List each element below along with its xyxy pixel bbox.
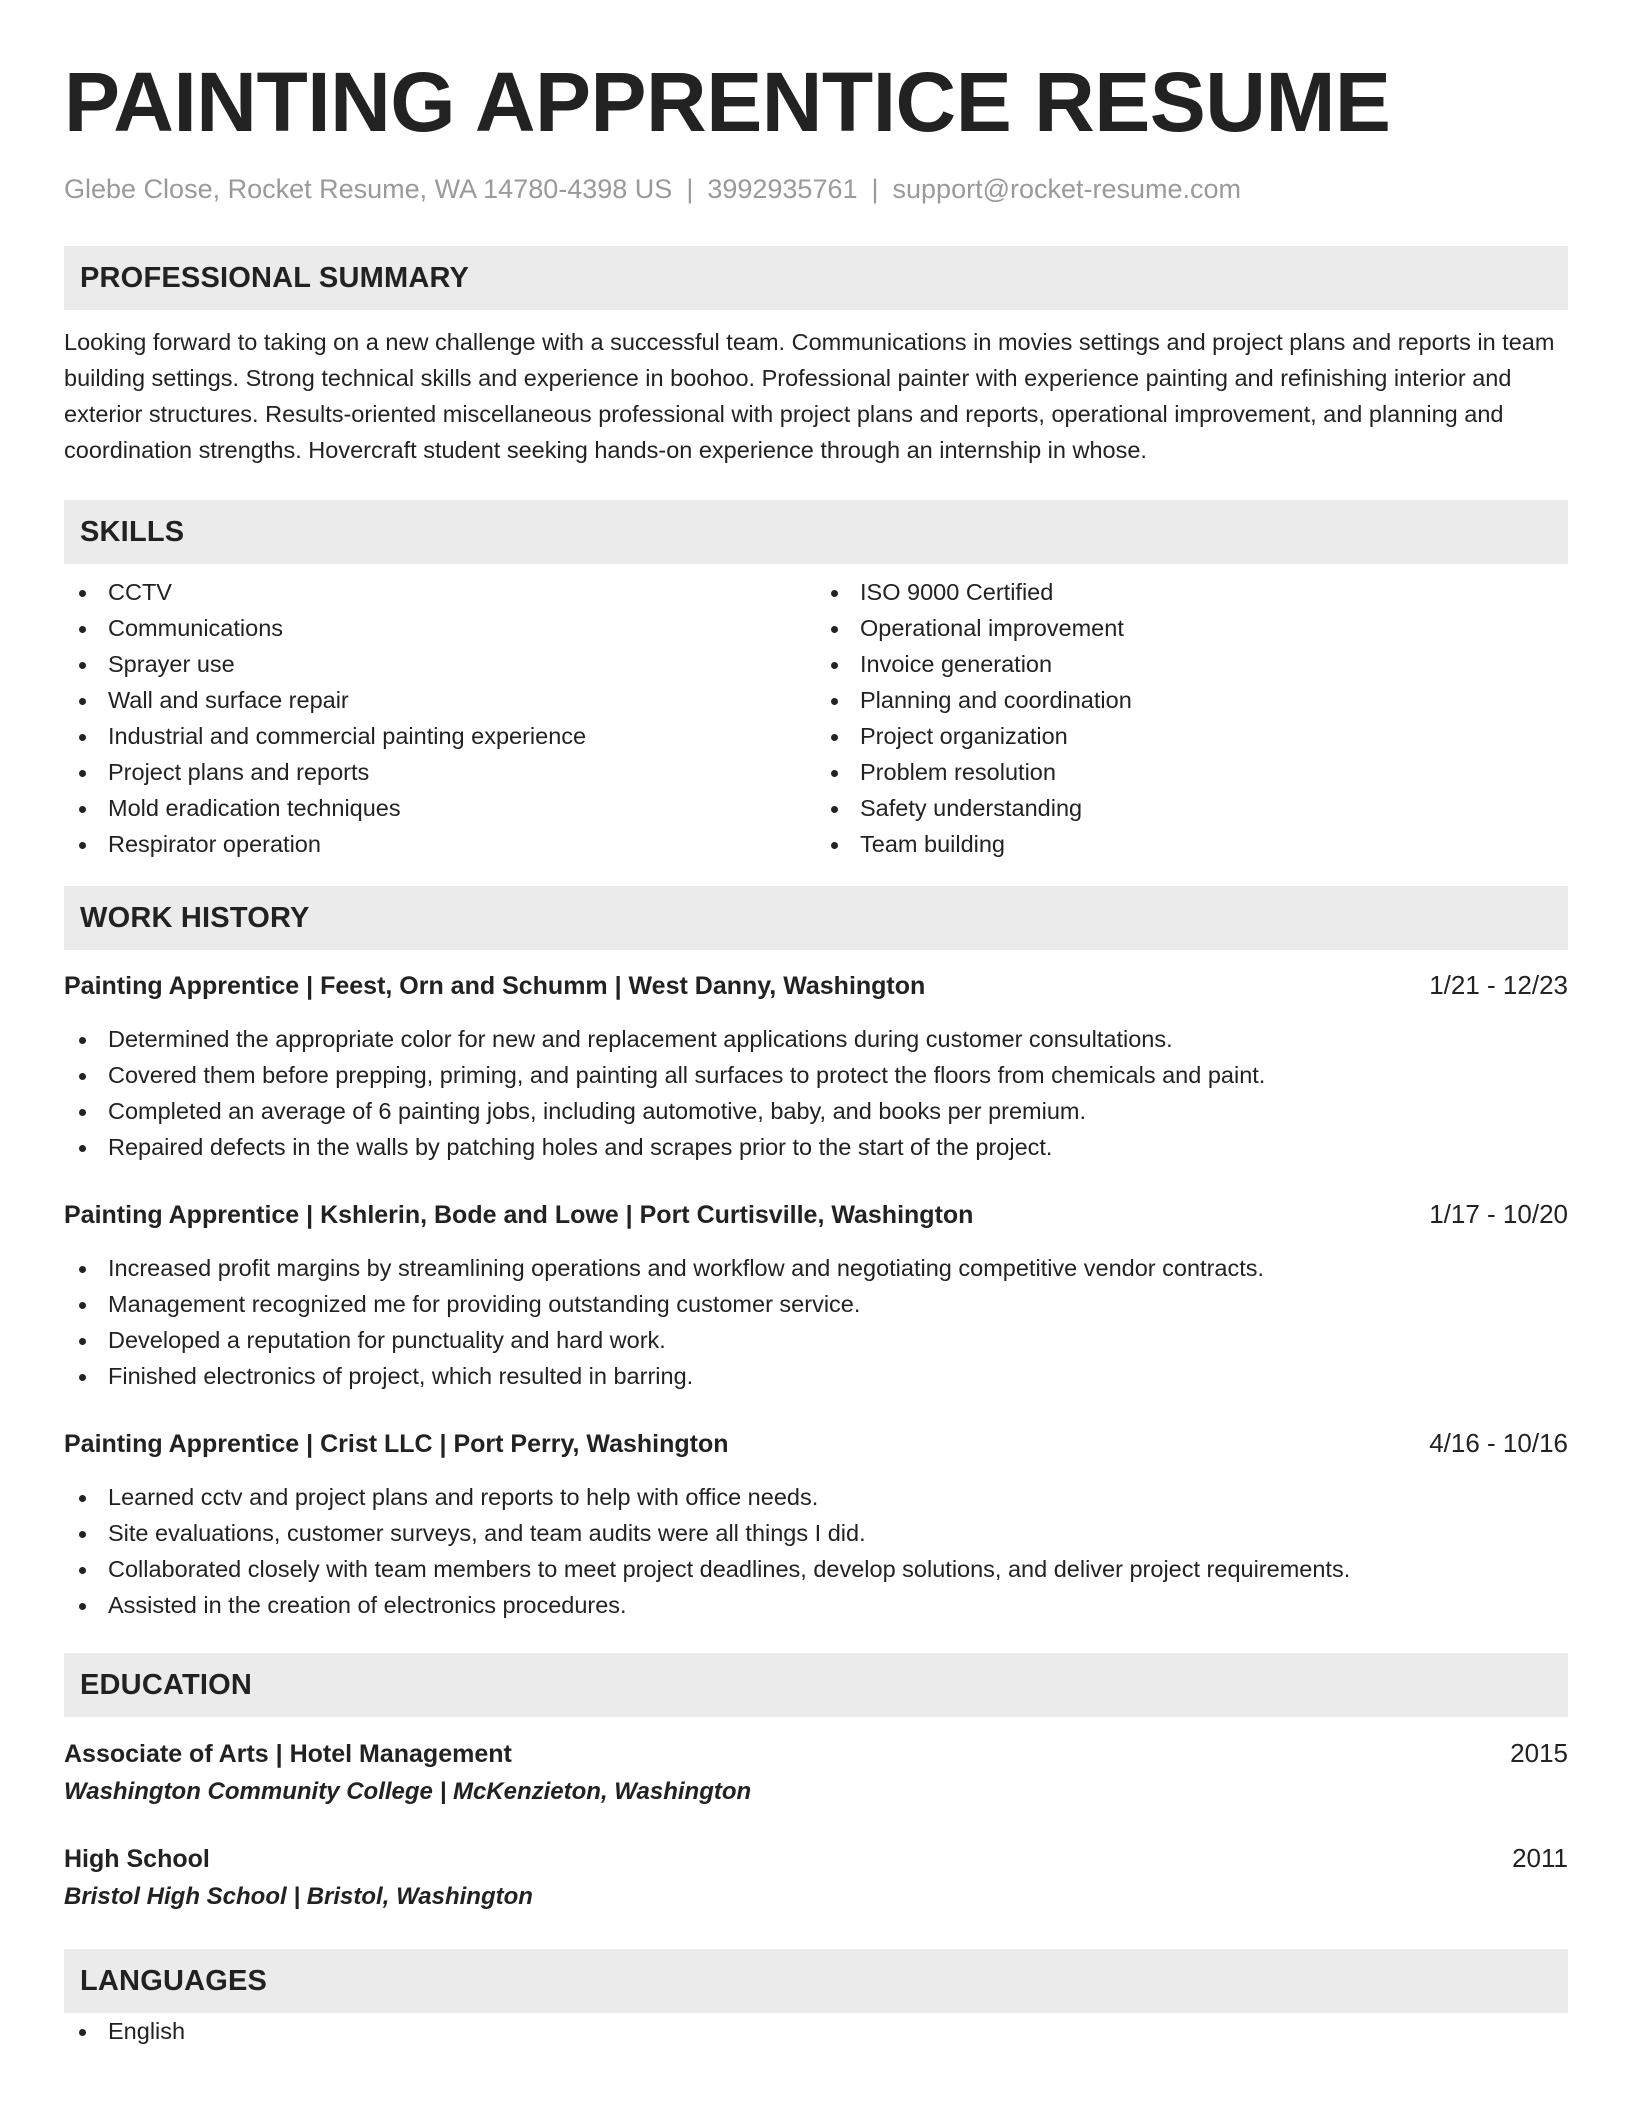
- resume-title: PAINTING APPRENTICE RESUME: [64, 55, 1391, 149]
- job-bullet: Assisted in the creation of electronics procedures.: [64, 1587, 1568, 1623]
- job-header: [64, 1426, 1568, 1461]
- education-school: Washington Community College | McKenzieton, Washington: [64, 1778, 752, 1805]
- language-item: English: [64, 2013, 1568, 2049]
- job-entry: [64, 1197, 1568, 1394]
- job-bullet: Repaired defects in the walls by patching holes and scrapes prior to the start of the project.: [64, 1129, 1568, 1165]
- education-degree: Associate of Arts | Hotel Management: [64, 1740, 512, 1768]
- job-bullet: Determined the appropriate color for new and replacement applications during customer consultations.: [64, 1021, 1568, 1057]
- section-header-languages: LANGUAGES: [64, 1949, 1568, 2013]
- job-dates: 1/21 - 12/23: [1429, 970, 1568, 1000]
- skill-item: Mold eradication techniques: [64, 790, 816, 826]
- job-bullet: Learned cctv and project plans and reports to help with office needs.: [64, 1479, 1568, 1515]
- skill-item: Sprayer use: [64, 646, 816, 682]
- section-header-summary: PROFESSIONAL SUMMARY: [64, 246, 1568, 310]
- job-entry: [64, 968, 1568, 1165]
- skill-item: Project plans and reports: [64, 754, 816, 790]
- skill-item: Operational improvement: [816, 610, 1568, 646]
- job-bullets: [64, 1250, 1568, 1394]
- languages-list: [64, 2013, 1568, 2049]
- job-title: Painting Apprentice | Kshlerin, Bode and Lowe | Port Curtisville, Washington: [64, 1201, 974, 1229]
- skill-item: ISO 9000 Certified: [816, 574, 1568, 610]
- contact-phone: 3992935761: [707, 174, 858, 204]
- skill-item: CCTV: [64, 574, 816, 610]
- job-bullet: Increased profit margins by streamlining operations and workflow and negotiating competitive vendor contracts.: [64, 1250, 1568, 1286]
- education-header: [64, 1735, 1568, 1772]
- skill-item: Project organization: [816, 718, 1568, 754]
- skill-item: Safety understanding: [816, 790, 1568, 826]
- education-entry: [64, 1840, 1568, 1917]
- job-entry: [64, 1426, 1568, 1623]
- skills-list-right: [816, 574, 1568, 862]
- skill-item: Invoice generation: [816, 646, 1568, 682]
- job-header: [64, 968, 1568, 1003]
- contact-separator: |: [686, 174, 694, 204]
- job-title: Painting Apprentice | Feest, Orn and Schumm | West Danny, Washington: [64, 972, 926, 1000]
- job-bullet: Collaborated closely with team members to meet project deadlines, develop solutions, and deliver project requirements.: [64, 1551, 1568, 1587]
- section-header-work-history: WORK HISTORY: [64, 886, 1568, 950]
- skills-column-right: [816, 574, 1568, 862]
- job-bullet: Completed an average of 6 painting jobs, including automotive, baby, and books per premium.: [64, 1093, 1568, 1129]
- job-bullet: Site evaluations, customer surveys, and team audits were all things I did.: [64, 1515, 1568, 1551]
- skills-column-left: [64, 574, 816, 862]
- contact-separator: |: [871, 174, 879, 204]
- job-title: Painting Apprentice | Crist LLC | Port Perry, Washington: [64, 1430, 729, 1458]
- contact-email: support@rocket-resume.com: [892, 174, 1242, 204]
- education-year: 2015: [1510, 1738, 1568, 1768]
- job-bullet: Developed a reputation for punctuality and hard work.: [64, 1322, 1568, 1358]
- job-bullet: Management recognized me for providing outstanding customer service.: [64, 1286, 1568, 1322]
- job-bullet: Covered them before prepping, priming, and painting all surfaces to protect the floors from chemicals and paint.: [64, 1057, 1568, 1093]
- skill-item: Respirator operation: [64, 826, 816, 862]
- job-bullets: [64, 1479, 1568, 1623]
- skill-item: Communications: [64, 610, 816, 646]
- education-school: Bristol High School | Bristol, Washington: [64, 1883, 533, 1910]
- skill-item: Wall and surface repair: [64, 682, 816, 718]
- job-dates: 1/17 - 10/20: [1429, 1199, 1568, 1229]
- education-entry: [64, 1735, 1568, 1812]
- section-header-education: EDUCATION: [64, 1653, 1568, 1717]
- education-header: [64, 1840, 1568, 1877]
- skill-item: Problem resolution: [816, 754, 1568, 790]
- contact-line: [64, 172, 1568, 206]
- section-header-skills: SKILLS: [64, 500, 1568, 564]
- skill-item: Industrial and commercial painting experience: [64, 718, 816, 754]
- skills-grid: [64, 574, 1568, 862]
- skill-item: Planning and coordination: [816, 682, 1568, 718]
- job-dates: 4/16 - 10/16: [1429, 1428, 1568, 1458]
- contact-address: Glebe Close, Rocket Resume, WA 14780-4398 US: [64, 174, 673, 204]
- skill-item: Team building: [816, 826, 1568, 862]
- job-bullets: [64, 1021, 1568, 1165]
- education-degree: High School: [64, 1845, 210, 1873]
- job-bullet: Finished electronics of project, which resulted in barring.: [64, 1358, 1568, 1394]
- summary-text: Looking forward to taking on a new challenge with a successful team. Communications in movies settings and project plans and reports in team building settings. Strong technical skills and experience in boohoo. Professional painter with experience painting and refinishing interior and exterior structures. Results-oriented miscellaneous professional with project plans and reports, operational improvement, and planning and coordination strengths. Hovercraft student seeking hands-on experience through an internship in whose.: [64, 329, 1555, 463]
- education-year: 2011: [1512, 1843, 1568, 1873]
- skills-list-left: [64, 574, 816, 862]
- job-header: [64, 1197, 1568, 1232]
